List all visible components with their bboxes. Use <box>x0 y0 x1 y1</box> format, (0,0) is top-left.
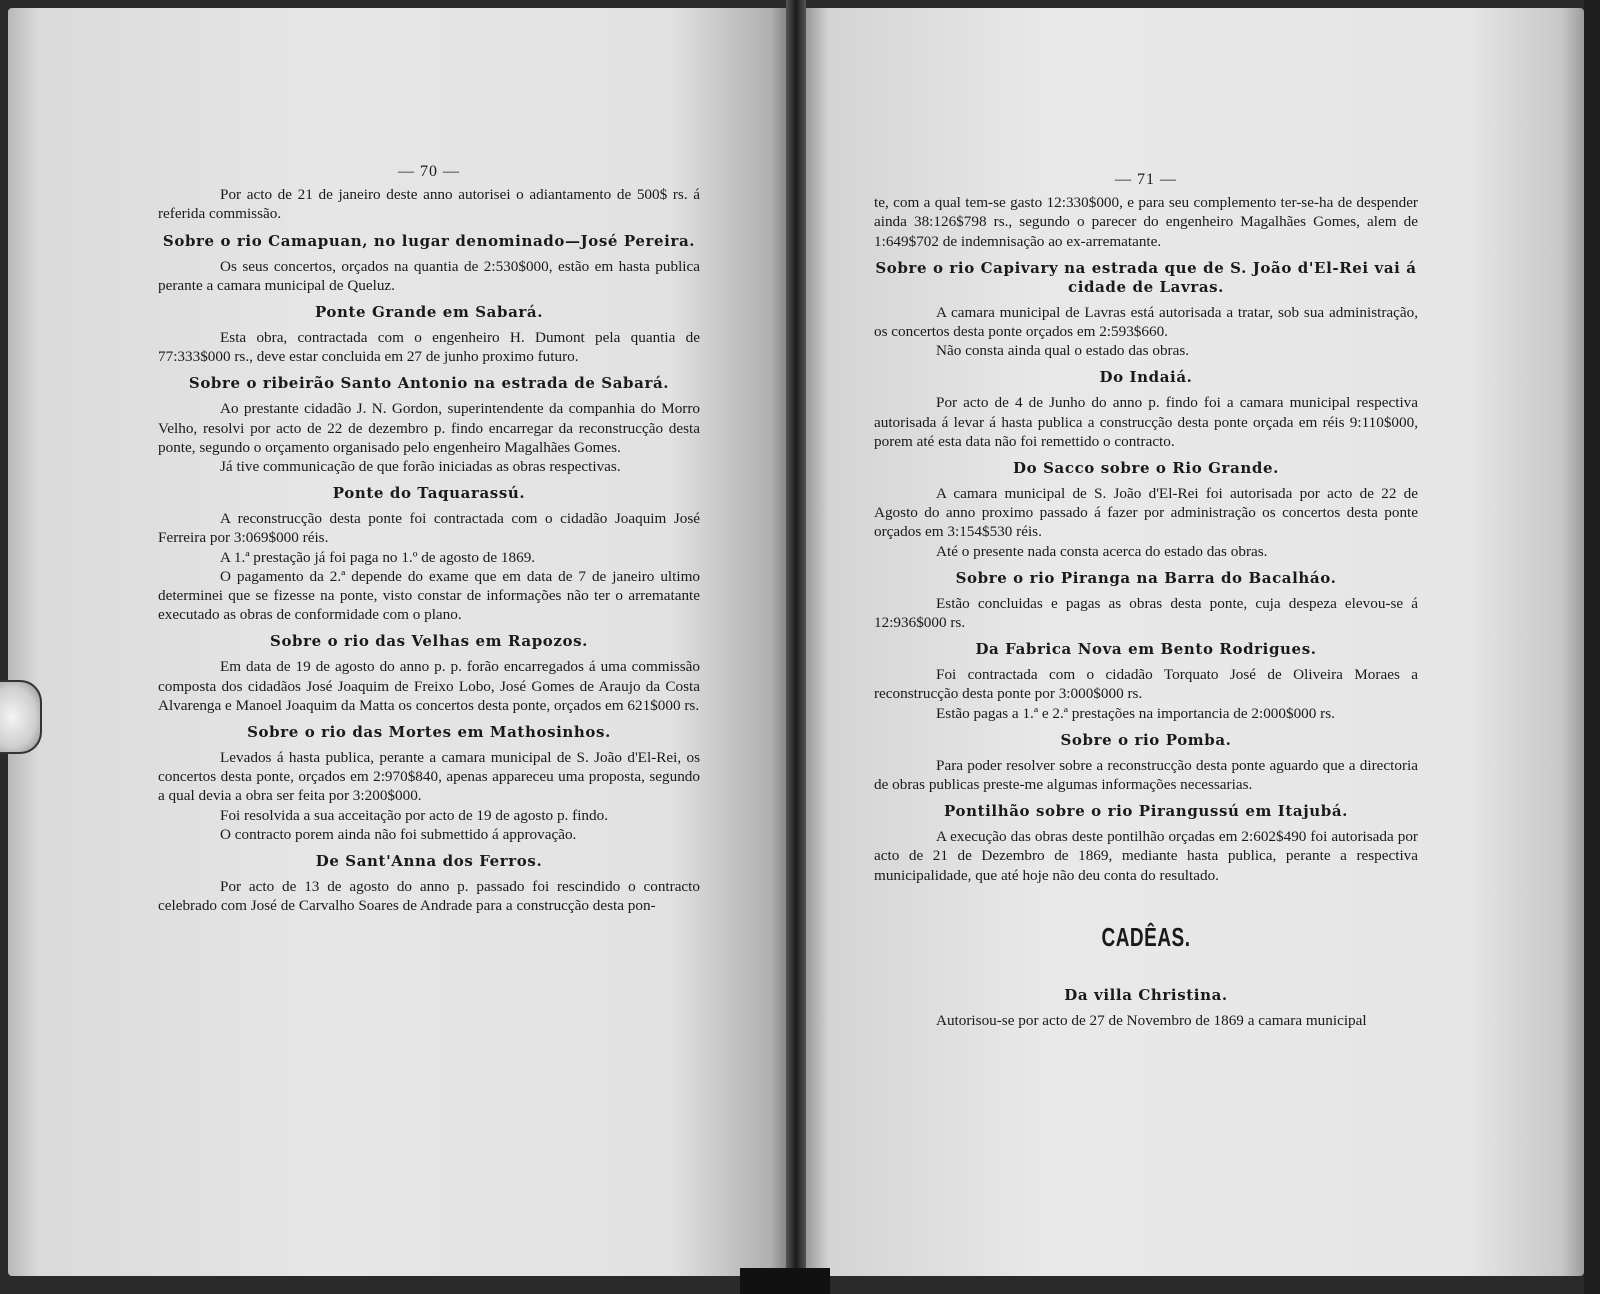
left-page-text <box>158 162 700 915</box>
paragraph: A execução das obras deste pontilhão orçadas em 2:602$490 foi autorisada por acto de 21 de Dezembro de 1869, mediante hasta publica, perante a respectiva municipalidade, que até hoje não deu conta do resultado. <box>874 828 1418 884</box>
book-edge <box>1584 0 1600 1294</box>
paragraph: Não consta ainda qual o estado das obras. <box>936 342 1190 360</box>
left-page <box>8 8 786 1276</box>
chapter-title: CADÊAS. <box>1101 924 1191 953</box>
paragraph: Por acto de 13 de agosto do anno p. passado foi rescindido o contracto celebrado com José de Carvalho Soares de Andrade para a construcção desta pon- <box>158 878 700 915</box>
section-heading: Sobre o rio Piranga na Barra do Bacalháo. <box>955 568 1337 587</box>
book-spine-bottom <box>740 1268 830 1294</box>
book-gutter <box>786 0 806 1294</box>
paragraph: te, com a qual tem-se gasto 12:330$000, e para seu complemento ter-se-ha de despender ainda 38:126$798 rs., segundo o parecer do engenheiro Magalhães Gomes, alem de 1:649$702 de indemnisação ao ex-arrematante. <box>874 194 1418 250</box>
paragraph: Levados á hasta publica, perante a camara municipal de S. João d'El-Rei, os concertos desta ponte, orçados em 2:970$840, apenas appareceu uma proposta, segundo a qual devia a obra ser feita por 3:200$000. <box>158 749 700 805</box>
paragraph: A camara municipal de S. João d'El-Rei foi autorisada por acto de 22 de Agosto do anno proximo passado á fazer por administração os concertos desta ponte orçados em 3:154$530 réis. <box>874 485 1418 541</box>
section-heading: Da Fabrica Nova em Bento Rodrigues. <box>975 640 1317 659</box>
page-number: — 70 — <box>398 163 460 180</box>
paragraph: Ao prestante cidadão J. N. Gordon, superintendente da companhia do Morro Velho, resolvi por acto de 22 de dezembro p. findo encarregar da reconstrucção desta ponte, segundo o orçamento organisado pelo engenheiro Magalhães Gomes. <box>158 400 700 456</box>
paragraph: A reconstrucção desta ponte foi contractada com o cidadão Joaquim José Ferreira por 3:069$000 réis. <box>158 510 700 547</box>
paragraph: Foi contractada com o cidadão Torquato José de Oliveira Moraes a reconstrucção desta ponte por 3:000$000 rs. <box>874 666 1418 703</box>
paragraph: Para poder resolver sobre a reconstrucção desta ponte aguardo que a directoria de obras publicas preste-me algumas informações necessarias. <box>874 756 1418 794</box>
section-heading: Sobre o rio Capivary na estrada que de S. João d'El-Rei vai á cidade de Lavras. <box>875 258 1417 296</box>
section-heading: Do Sacco sobre o Rio Grande. <box>1013 459 1279 478</box>
section-heading: Ponte do Taquarassú. <box>332 484 526 503</box>
section-heading: Sobre o rio das Mortes em Mathosinhos. <box>247 723 611 742</box>
section-heading: Pontilhão sobre o rio Pirangussú em Itajubá. <box>943 802 1348 821</box>
section-heading: De Sant'Anna dos Ferros. <box>315 852 543 871</box>
paragraph: A camara municipal de Lavras está autorisada a tratar, sob sua administração, os concertos desta ponte orçados em 2:593$660. <box>874 303 1418 341</box>
right-page <box>806 8 1584 1276</box>
paragraph: Em data de 19 de agosto do anno p. p. forão encarregados á uma commissão composta dos cidadãos José Joaquim de Freixo Lobo, José Gomes de Araujo da Costa Alvarenga e Manoel Joaquim da Matta os concertos desta ponte, orçados em 621$000 rs. <box>158 658 700 714</box>
section-heading: Sobre o rio Pomba. <box>1060 730 1232 749</box>
section-heading: Sobre o ribeirão Santo Antonio na estrada de Sabará. <box>188 374 670 393</box>
paragraph: O pagamento da 2.ª depende do exame que em data de 7 de janeiro ultimo determinei que se fizesse na ponte, visto constar de informações não ter o arrematante executado as obras de conformidade com o plano. <box>158 567 700 624</box>
right-page-text <box>874 170 1418 1030</box>
paragraph: O contracto porem ainda não foi submettido á approvação. <box>220 825 577 843</box>
section-heading: Sobre o rio Camapuan, no lugar denominado—José Pereira. <box>162 231 696 250</box>
paragraph: Já tive communicação de que forão iniciadas as obras respectivas. <box>220 458 621 476</box>
paragraph: Por acto de 21 de janeiro deste anno autorisei o adiantamento de 500$ rs. á referida commissão. <box>158 186 700 223</box>
section-heading: Sobre o rio das Velhas em Rapozos. <box>270 632 588 651</box>
section-heading: Da villa Christina. <box>1064 986 1228 1005</box>
section-heading: Ponte Grande em Sabará. <box>314 303 544 322</box>
paragraph: Por acto de 4 de Junho do anno p. findo foi a camara municipal respectiva autorisada á levar á hasta publica a construcção desta ponte orçada em réis 9:110$000, porem até esta data não foi remettido o contracto. <box>874 394 1418 450</box>
paragraph: Os seus concertos, orçados na quantia de 2:530$000, estão em hasta publica perante a camara municipal de Queluz. <box>158 257 700 294</box>
paragraph: Estão concluidas e pagas as obras desta ponte, cuja despeza elevou-se á 12:936$000 rs. <box>874 594 1418 632</box>
paragraph: Até o presente nada consta acerca do estado das obras. <box>936 542 1268 560</box>
paragraph: Autorisou-se por acto de 27 de Novembro de 1869 a camara municipal <box>936 1012 1367 1030</box>
section-heading: Do Indaiá. <box>1099 368 1193 387</box>
paragraph: A 1.ª prestação já foi paga no 1.º de agosto de 1869. <box>220 548 536 566</box>
paragraph: Foi resolvida a sua acceitação por acto de 19 de agosto p. findo. <box>220 806 608 824</box>
paragraph: Estão pagas a 1.ª e 2.ª prestações na importancia de 2:000$000 rs. <box>936 704 1335 722</box>
page-tab-marker <box>0 680 42 754</box>
paragraph: Esta obra, contractada com o engenheiro H. Dumont pela quantia de 77:333$000 rs., deve estar concluida em 27 de junho proximo futuro. <box>158 329 700 366</box>
page-number: — 71 — <box>1115 171 1177 188</box>
